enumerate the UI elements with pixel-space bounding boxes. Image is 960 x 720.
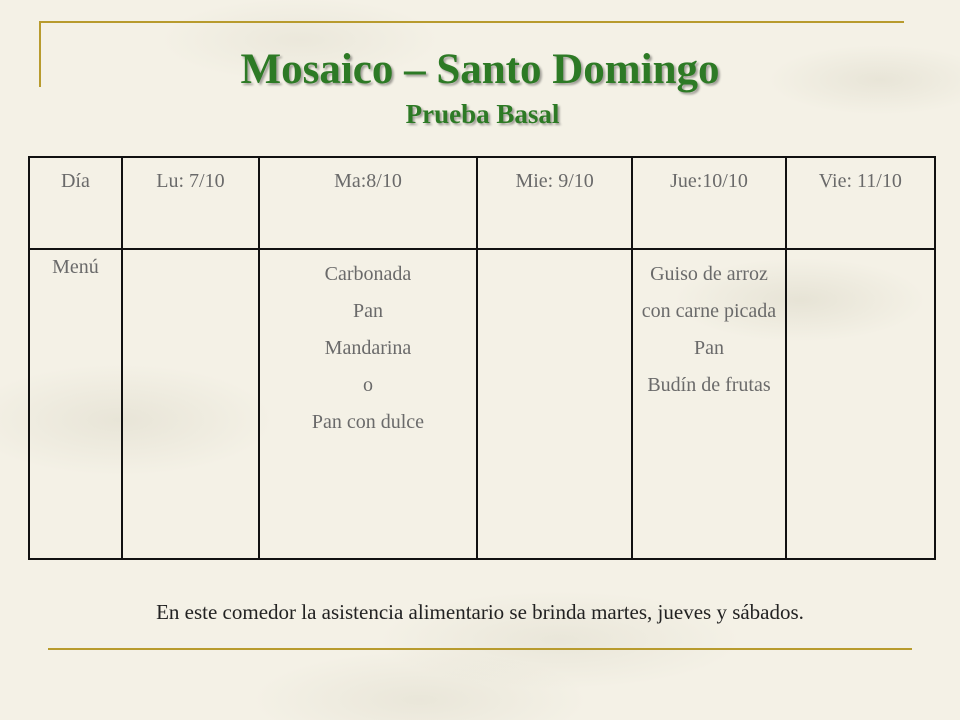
table-header-row bbox=[29, 157, 935, 249]
top-rule bbox=[40, 21, 904, 23]
menu-cell-ma bbox=[259, 249, 477, 559]
table-menu-row bbox=[29, 249, 935, 559]
menu-item: Pan con dulce bbox=[311, 411, 425, 433]
header-cell-lu: Lu: 7/10 bbox=[122, 157, 259, 249]
bottom-rule bbox=[48, 648, 912, 650]
menu-cell-lu bbox=[122, 249, 259, 559]
menu-item: Pan bbox=[352, 300, 383, 322]
page-subtitle: Prueba Basal bbox=[405, 99, 560, 129]
header-cell-ma: Ma:8/10 bbox=[259, 157, 477, 249]
page-title: Mosaico – Santo Domingo bbox=[240, 46, 720, 93]
menu-table bbox=[28, 156, 936, 560]
header-cell-dia: Día bbox=[29, 157, 122, 249]
menu-cell-vie bbox=[786, 249, 935, 559]
menu-cell-jue bbox=[632, 249, 785, 559]
header-cell-mie: Mie: 9/10 bbox=[477, 157, 632, 249]
row-label-menu: Menú bbox=[29, 249, 122, 559]
menu-item: Budín de frutas bbox=[647, 374, 771, 396]
menu-item: Guiso de arroz con carne picada bbox=[641, 263, 777, 322]
menu-item: Pan bbox=[693, 337, 724, 359]
menu-item: Carbonada bbox=[324, 263, 412, 285]
header-cell-jue: Jue:10/10 bbox=[632, 157, 785, 249]
menu-item: o bbox=[362, 374, 373, 396]
footer-note: En este comedor la asistencia alimentario se brinda martes, jueves y sábados. bbox=[156, 600, 804, 624]
menu-cell-mie bbox=[477, 249, 632, 559]
header-cell-vie: Vie: 11/10 bbox=[786, 157, 935, 249]
menu-item: Mandarina bbox=[324, 337, 412, 359]
